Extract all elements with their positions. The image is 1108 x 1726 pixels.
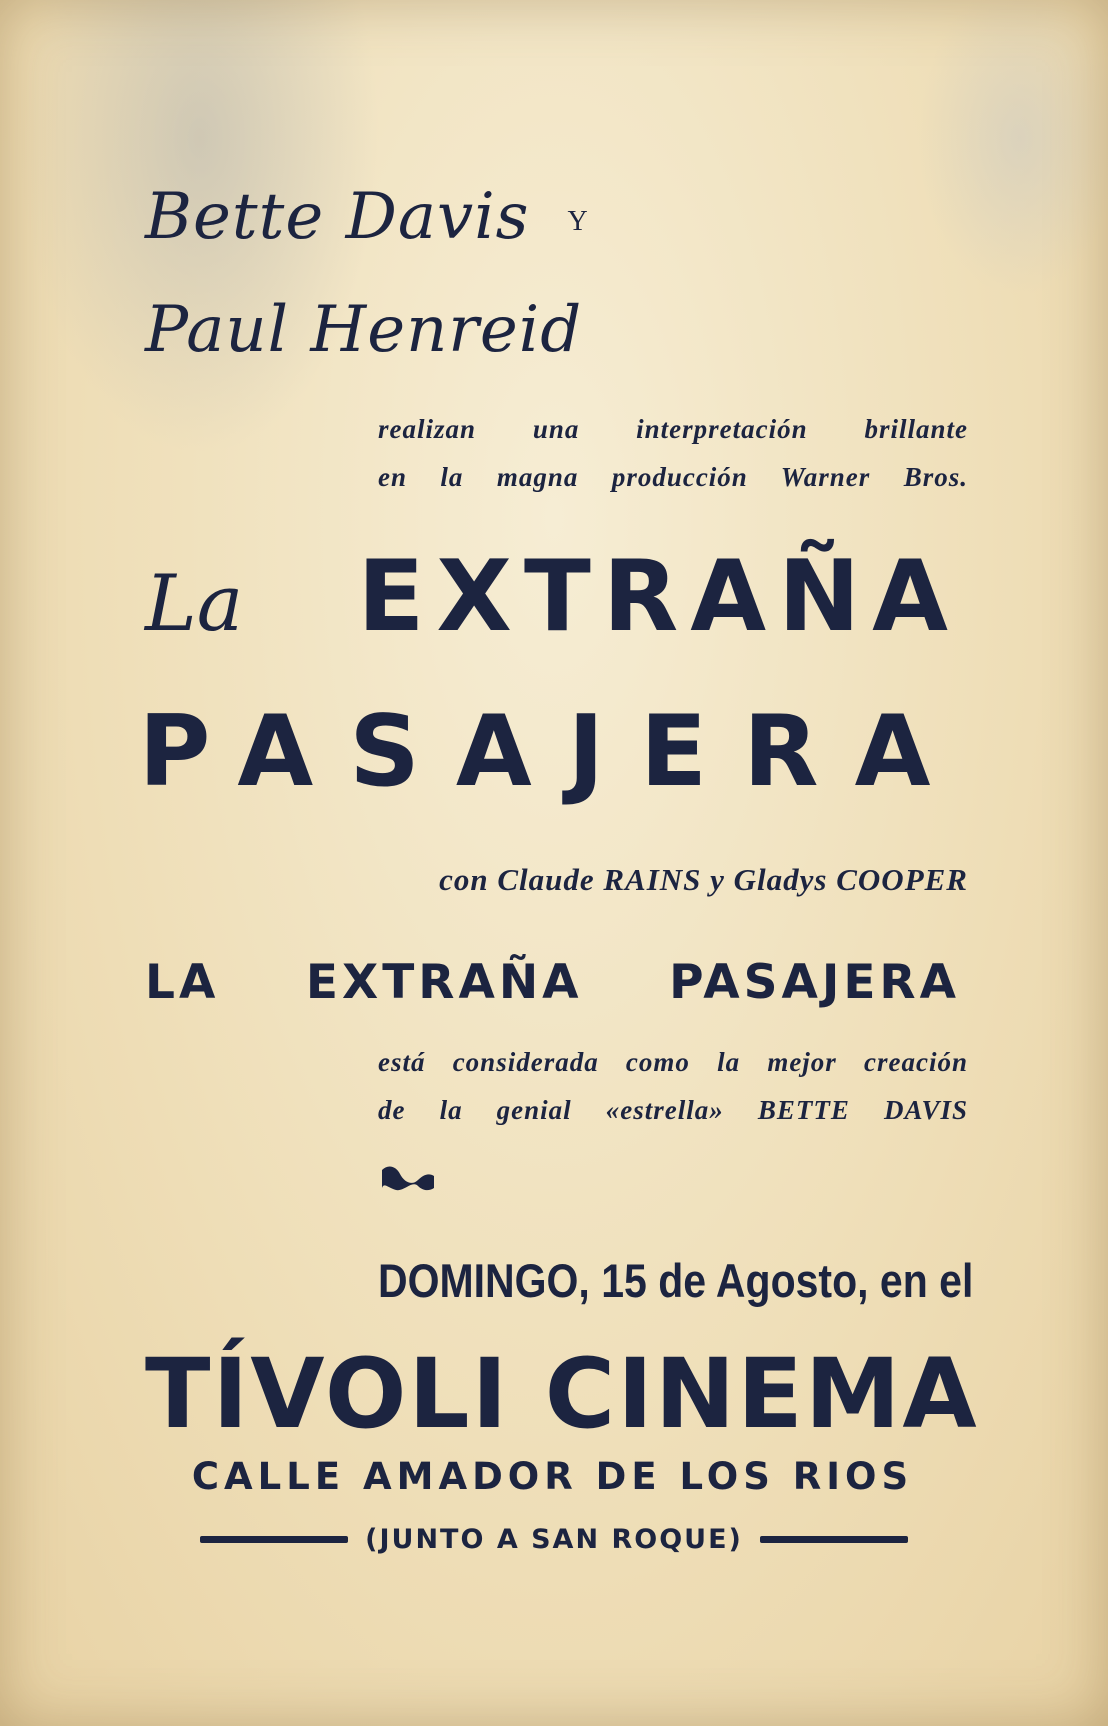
intro-text: [378, 405, 968, 501]
screening-date: DOMINGO, 15 de Agosto, en el: [378, 1254, 974, 1308]
star-line-2: [145, 293, 583, 367]
supporting-cast: con Claude RAINS y Gladys COOPER: [439, 862, 968, 897]
praise-line-1: está considerada como la mejor creación: [378, 1047, 968, 1077]
title-word-pasajera: PASAJERA: [138, 695, 967, 809]
title-article: La: [145, 559, 244, 649]
intro-line-1: realizan una interpretación brillante: [378, 414, 968, 444]
divider-left: [200, 1536, 348, 1543]
title-word-extrana: EXTRAÑA: [357, 540, 960, 654]
title-line-2: [138, 695, 967, 809]
praise-line-2: de la genial «estrella» BETTE DAVIS: [378, 1095, 968, 1126]
divider-right: [760, 1536, 908, 1543]
star-name-bette-davis: Bette Davis: [145, 180, 530, 254]
title-line-1: [145, 540, 960, 654]
venue-street: CALLE AMADOR DE LOS RIOS: [191, 1455, 914, 1498]
flourish-ornament-icon: [378, 1162, 438, 1196]
venue-landmark-row: [200, 1524, 908, 1555]
conjunction-text: Y: [567, 205, 590, 237]
venue-name: TÍVOLI CINEMA: [145, 1338, 979, 1450]
star-name-paul-henreid: Paul Henreid: [145, 293, 583, 367]
repeated-title: LA EXTRAÑA PASAJERA: [145, 955, 960, 1010]
star-line-1: [145, 180, 590, 254]
venue-landmark: (JUNTO A SAN ROQUE): [365, 1524, 743, 1555]
praise-text: [378, 1038, 968, 1134]
intro-line-2: en la magna producción Warner Bros.: [378, 462, 968, 493]
